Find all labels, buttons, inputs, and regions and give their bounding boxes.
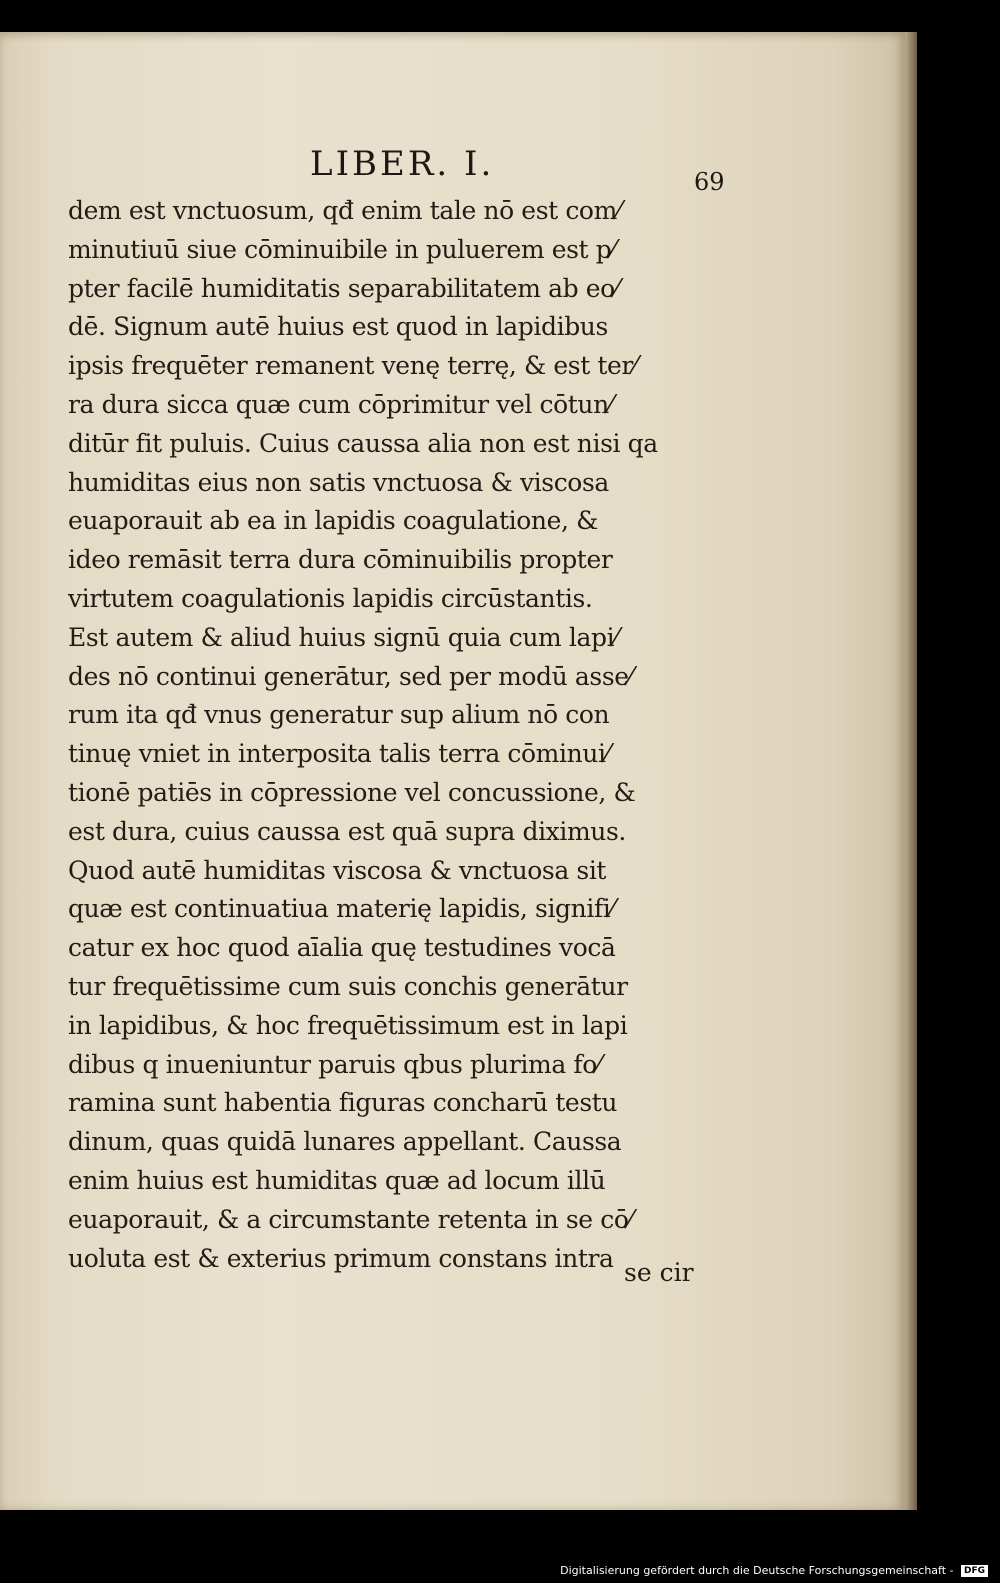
text-line: tur frequētissime cum suis conchis generātur [68, 971, 628, 1001]
credit-text: Digitalisierung gefördert durch die Deutsche Forschungsgemeinschaft - [560, 1564, 954, 1577]
text-line: in lapidibus, & hoc frequētissimum est in lapi [68, 1010, 628, 1040]
text-line: ramina sunt habentia figuras concharū testu [68, 1088, 618, 1118]
text-line: euaporauit, & a circumstante retenta in se cō⁄ [68, 1204, 633, 1234]
text-line: tinuę vniet in interposita talis terra cōminui⁄ [68, 739, 610, 769]
running-head: LIBER. I. [310, 144, 495, 184]
text-line: uoluta est & exterius primum constans intra [68, 1243, 614, 1273]
catchword: se cir [624, 1258, 694, 1287]
page-edge-shadow [905, 32, 917, 1510]
text-line: catur ex hoc quod aīalia quę testudines vocā [68, 933, 616, 963]
text-line: virtutem coagulationis lapidis circūstantis. [68, 583, 593, 613]
text-line: pter facilē humiditatis separabilitatem ab eo⁄ [68, 273, 619, 303]
folio-number: 69 [694, 168, 725, 196]
text-line: ipsis frequēter remanent venę terrę, & est ter⁄ [68, 351, 637, 381]
dfg-logo: DFG [961, 1565, 988, 1577]
text-line: tionē patiēs in cōpressione vel concussione, & [68, 777, 636, 807]
text-line: dinum, quas quidā lunares appellant. Caussa [68, 1127, 622, 1157]
text-block [68, 192, 728, 1278]
text-line: ideo remāsit terra dura cōminuibilis propter [68, 545, 613, 575]
text-line: dem est vnctuosum, qđ enim tale nō est com⁄ [68, 196, 621, 225]
text-line: des nō continui generātur, sed per modū asse⁄ [68, 661, 633, 691]
text-line: euaporauit ab ea in lapidis coagulatione, & [68, 506, 598, 536]
digitization-credit [560, 1563, 988, 1579]
text-line: dē. Signum autē huius est quod in lapidibus [68, 312, 608, 342]
book-page [0, 32, 905, 1510]
text-line: Est autem & aliud huius signū quia cum lapi⁄ [68, 622, 618, 652]
text-line: est dura, cuius caussa est quā supra diximus. [68, 816, 626, 846]
text-line: minutiuū siue cōminuibile in puluerem est p⁄ [68, 234, 616, 264]
text-line: humiditas eius non satis vnctuosa & viscosa [68, 467, 609, 497]
text-line: dibus q inueniuntur paruis qbus plurima fo⁄ [68, 1049, 601, 1079]
text-line: quæ est continuatiua materię lapidis, signifi⁄ [68, 894, 615, 924]
text-line: ditūr fit puluis. Cuius caussa alia non est nisi qa [68, 428, 658, 458]
text-line: enim huius est humiditas quæ ad locum illū [68, 1165, 606, 1195]
text-line: Quod autē humiditas viscosa & vnctuosa sit [68, 855, 607, 885]
text-line: rum ita qđ vnus generatur sup alium nō con [68, 700, 610, 730]
text-line: ra dura sicca quæ cum cōprimitur vel cōtun⁄ [68, 389, 613, 419]
page-header [0, 144, 905, 194]
